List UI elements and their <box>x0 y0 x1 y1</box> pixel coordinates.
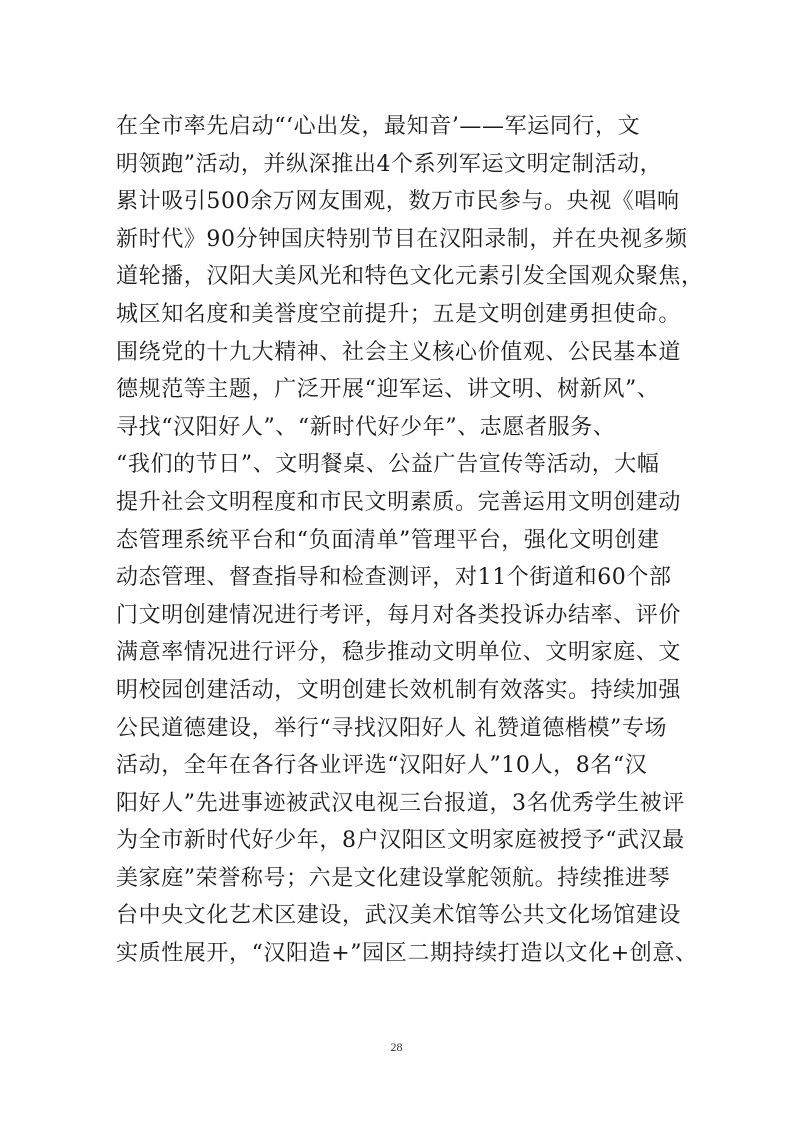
text-line: 动态管理、督查指导和检查测评，对11个街道和60个部 <box>116 565 672 591</box>
text-line: 满意率情况进行评分，稳步推动文明单位、文明家庭、文 <box>116 640 682 666</box>
text-line: 道轮播，汉阳大美风光和特色文化元素引发全国观众聚焦， <box>116 264 704 290</box>
text-line: 累计吸引500余万网友围观，数万市民参与。央视《唱响 <box>116 189 680 215</box>
body-text <box>116 108 716 973</box>
text-line: 活动，全年在各行各业评选“汉阳好人”10人，8名“汉 <box>116 753 648 779</box>
text-line: 提升社会文明程度和市民文明素质。完善运用文明创建动 <box>116 489 682 515</box>
text-line: 德规范等主题，广泛开展“迎军运、讲文明、树新风”、 <box>116 377 660 403</box>
text-line: 门文明创建情况进行考评，每月对各类投诉办结率、评价 <box>116 602 682 628</box>
text-line: “我们的节日”、文明餐桌、公益广告宣传等活动，大幅 <box>116 452 660 478</box>
text-line: 实质性展开，“汉阳造+”园区二期持续打造以文化+创意、 <box>116 941 698 967</box>
text-line: 为全市新时代好少年，8户汉阳区文明家庭被授予“武汉最 <box>116 828 685 854</box>
text-line: 新时代》90分钟国庆特别节目在汉阳录制，并在央视多频 <box>116 226 688 252</box>
text-line: 在全市率先启动“‘心出发，最知音’——军运同行，文 <box>116 114 641 139</box>
text-line: 态管理系统平台和“负面清单”管理平台，强化文明创建 <box>116 527 660 553</box>
page-number: 28 <box>390 1040 403 1054</box>
text-line: 明领跑”活动，并纵深推出4个系列军运文明定制活动， <box>116 151 663 177</box>
text-line: 阳好人”先进事迹被武汉电视三台报道，3名优秀学生被评 <box>116 790 685 816</box>
text-line: 围绕党的十九大精神、社会主义核心价值观、公民基本道 <box>116 339 682 365</box>
text-line: 公民道德建设，举行“寻找汉阳好人 礼赞道德楷模”专场 <box>116 715 668 741</box>
text-line: 台中央文化艺术区建设，武汉美术馆等公共文化场馆建设 <box>116 903 682 929</box>
text-line: 城区知名度和美誉度空前提升；五是文明创建勇担使命。 <box>116 301 682 327</box>
text-line: 美家庭”荣誉称号；六是文化建设掌舵领航。持续推进琴 <box>116 865 671 891</box>
text-line: 寻找“汉阳好人”、“新时代好少年”、志愿者服务、 <box>116 414 616 440</box>
text-line: 明校园创建活动，文明创建长效机制有效落实。持续加强 <box>116 677 682 703</box>
